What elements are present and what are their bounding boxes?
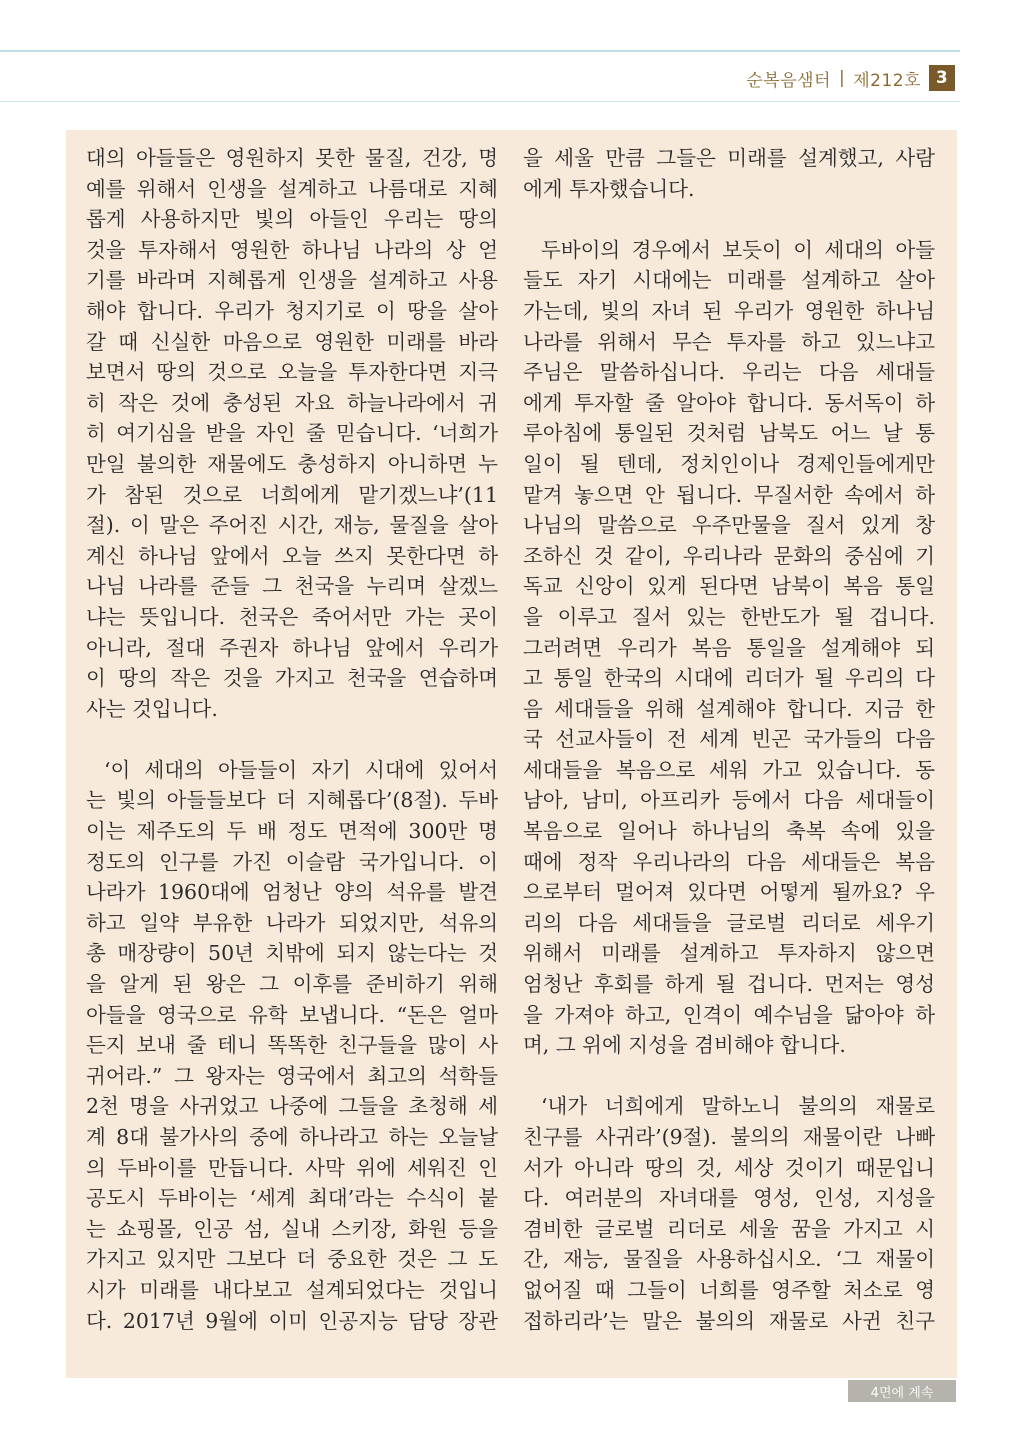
text-line: 복음으로 일어나 하나님의 축복 속에 있을: [523, 819, 935, 844]
text-line: 만일 불의한 재물에도 충성하지 아니하면 누: [86, 451, 498, 476]
text-line: 이 땅의 작은 것을 가지고 천국을 연습하며: [86, 666, 498, 691]
text-line: 절). 이 말은 주어진 시간, 재능, 물질을 살아: [86, 513, 498, 538]
text-line: 맡겨 놓으면 안 됩니다. 무질서한 속에서 하: [523, 482, 935, 507]
text-line: 루아침에 통일된 것처럼 남북도 어느 날 통: [523, 421, 935, 446]
text-line: 히 여기심을 받을 자인 줄 믿습니다. ‘너희가: [86, 421, 498, 446]
text-line: 주님은 말씀하십니다. 우리는 다음 세대들: [523, 360, 935, 385]
text-line: 계 8대 불가사의 중에 하나라고 하는 오늘날: [86, 1125, 498, 1149]
text-line: 히 작은 것에 충성된 자요 하늘나라에서 귀: [86, 390, 498, 415]
text-line: 기를 바라며 지혜롭게 인생을 설계하고 사용: [86, 268, 498, 293]
text-line: 을 이루고 질서 있는 한반도가 될 겁니다.: [523, 604, 935, 629]
text-line: 예를 위해서 인생을 설계하고 나름대로 지혜: [86, 176, 498, 201]
text-line: 2천 명을 사귀었고 나중에 그들을 초청해 세: [86, 1094, 498, 1119]
issue-number: 제212호: [853, 70, 921, 91]
header-rule: [0, 101, 960, 102]
paragraph-gap: [86, 724, 498, 755]
top-rule: [0, 50, 960, 52]
text-line: 다. 여러분의 자녀대를 영성, 인성, 지성을: [523, 1186, 935, 1211]
text-line: 이는 제주도의 두 배 정도 면적에 300만 명: [86, 819, 498, 844]
text-line: 시가 미래를 내다보고 설계되었다는 것입니: [86, 1277, 498, 1302]
text-line: 간, 재능, 물질을 사용하십시오. ‘그 재물이: [523, 1247, 935, 1272]
text-line: 에게 투자했습니다.: [523, 176, 695, 201]
text-line: 공도시 두바이는 ‘세계 최대’라는 수식이 붙: [86, 1186, 498, 1211]
page-header: [746, 64, 955, 92]
text-line: 없어질 때 그들이 너희를 영주할 처소로 영: [523, 1277, 935, 1302]
text-line: 갈 때 신실한 마음으로 영원한 미래를 바라: [86, 329, 498, 354]
text-line: 는 빛의 아들들보다 더 지혜롭다’(8절). 두바: [86, 788, 498, 813]
text-line: 나님 나라를 준들 그 천국을 누리며 살겠느: [86, 574, 498, 599]
text-line: 을 알게 된 왕은 그 이후를 준비하기 위해: [86, 972, 498, 997]
text-line: 대의 아들들은 영원하지 못한 물질, 건강, 명: [86, 146, 498, 170]
text-line: 며, 그 위에 지성을 겸비해야 합니다.: [523, 1033, 846, 1058]
text-line: 에게 투자할 줄 알아야 합니다. 동서독이 하: [523, 390, 935, 415]
text-line: 아니라, 절대 주권자 하나님 앞에서 우리가: [86, 635, 498, 660]
text-line: 다. 2017년 9월에 이미 인공지능 담당 장관: [86, 1308, 498, 1333]
continued-notice: 4면에 계속: [848, 1380, 956, 1402]
page-number: 3: [929, 65, 955, 91]
text-line: ‘이 세대의 아들들이 자기 시대에 있어서: [104, 757, 498, 782]
text-line: 조하신 것 같이, 우리나라 문화의 중심에 기: [523, 543, 935, 568]
text-line: 일이 될 텐데, 정치인이나 경제인들에게만: [523, 451, 935, 476]
text-line: 계신 하나님 앞에서 오늘 쓰지 못한다면 하: [86, 543, 498, 568]
paragraph-gap: [523, 204, 935, 235]
text-line: 의 두바이를 만듭니다. 사막 위에 세워진 인: [86, 1155, 498, 1180]
text-line: 든지 보내 줄 테니 똑똑한 친구들을 많이 사: [86, 1033, 498, 1058]
text-line: 가 참된 것으로 너희에게 맡기겠느냐’(11: [86, 482, 498, 507]
text-line: 을 세울 만큼 그들은 미래를 설계했고, 사람: [523, 146, 935, 170]
text-line: 가지고 있지만 그보다 더 중요한 것은 그 도: [86, 1247, 498, 1272]
section-title: 순복음샘터: [746, 70, 831, 91]
text-line: 나라가 1960대에 엄청난 양의 석유를 발견: [86, 880, 498, 905]
text-line: 엄청난 후회를 하게 될 겁니다. 먼저는 영성: [523, 972, 935, 997]
header-separator: |: [838, 68, 846, 88]
text-line: 는 쇼핑몰, 인공 섬, 실내 스키장, 화원 등을: [86, 1216, 498, 1241]
text-line: 으로부터 멀어져 있다면 어떻게 될까요? 우: [523, 880, 935, 905]
text-line: 보면서 땅의 것으로 오늘을 투자한다면 지극: [86, 360, 498, 385]
left-column: [86, 143, 498, 1336]
text-line: 친구를 사귀라’(9절). 불의의 재물이란 나빠: [523, 1125, 935, 1149]
text-line: 나라를 위해서 무슨 투자를 하고 있느냐고: [523, 329, 935, 354]
text-line: 사는 것입니다.: [86, 696, 218, 721]
text-line: 아들을 영국으로 유학 보냅니다. “돈은 얼마: [86, 1002, 498, 1027]
text-line: 음 세대들을 위해 설계해야 합니다. 지금 한: [523, 696, 935, 721]
text-line: 겸비한 글로벌 리더로 세울 꿈을 가지고 시: [523, 1216, 935, 1241]
text-line: 총 매장량이 50년 치밖에 되지 않는다는 것: [86, 941, 498, 966]
text-line: 세대들을 복음으로 세워 가고 있습니다. 동: [523, 757, 935, 782]
text-line: 서가 아니라 땅의 것, 세상 것이기 때문입니: [523, 1155, 935, 1180]
text-line: 롭게 사용하지만 빛의 아들인 우리는 땅의: [86, 207, 498, 232]
text-line: 독교 신앙이 있게 된다면 남북이 복음 통일: [523, 574, 935, 599]
text-line: 냐는 뜻입니다. 천국은 죽어서만 가는 곳이: [86, 604, 498, 629]
text-line: 리의 다음 세대들을 글로벌 리더로 세우기: [523, 910, 935, 935]
right-column: [523, 143, 935, 1336]
text-line: 그러려면 우리가 복음 통일을 설계해야 되: [523, 635, 935, 660]
paragraph-gap: [523, 1061, 935, 1092]
text-line: 정도의 인구를 가진 이슬람 국가입니다. 이: [86, 849, 498, 874]
text-line: 위해서 미래를 설계하고 투자하지 않으면: [523, 941, 935, 966]
text-line: 나님의 말씀으로 우주만물을 질서 있게 창: [523, 513, 935, 538]
text-line: 때에 정작 우리나라의 다음 세대들은 복음: [523, 849, 935, 874]
text-line: 접하리라’는 말은 불의의 재물로 사귄 친구: [523, 1308, 935, 1333]
text-line: ‘내가 너희에게 말하노니 불의의 재물로: [541, 1094, 935, 1119]
text-line: 을 가져야 하고, 인격이 예수님을 닮아야 하: [523, 1002, 935, 1027]
text-line: 해야 합니다. 우리가 청지기로 이 땅을 살아: [86, 298, 498, 323]
text-line: 것을 투자해서 영원한 하나님 나라의 상 얻: [86, 237, 498, 262]
text-line: 고 통일 한국의 시대에 리더가 될 우리의 다: [523, 666, 935, 691]
text-line: 가는데, 빛의 자녀 된 우리가 영원한 하나님: [523, 298, 935, 323]
text-line: 남아, 남미, 아프리카 등에서 다음 세대들이: [523, 788, 935, 813]
text-line: 귀어라.” 그 왕자는 영국에서 최고의 석학들: [86, 1063, 498, 1088]
text-line: 두바이의 경우에서 보듯이 이 세대의 아들: [541, 237, 935, 262]
text-line: 국 선교사들이 전 세계 빈곤 국가들의 다음: [523, 727, 935, 752]
text-line: 들도 자기 시대에는 미래를 설계하고 살아: [523, 268, 935, 293]
text-line: 하고 일약 부유한 나라가 되었지만, 석유의: [86, 910, 498, 935]
